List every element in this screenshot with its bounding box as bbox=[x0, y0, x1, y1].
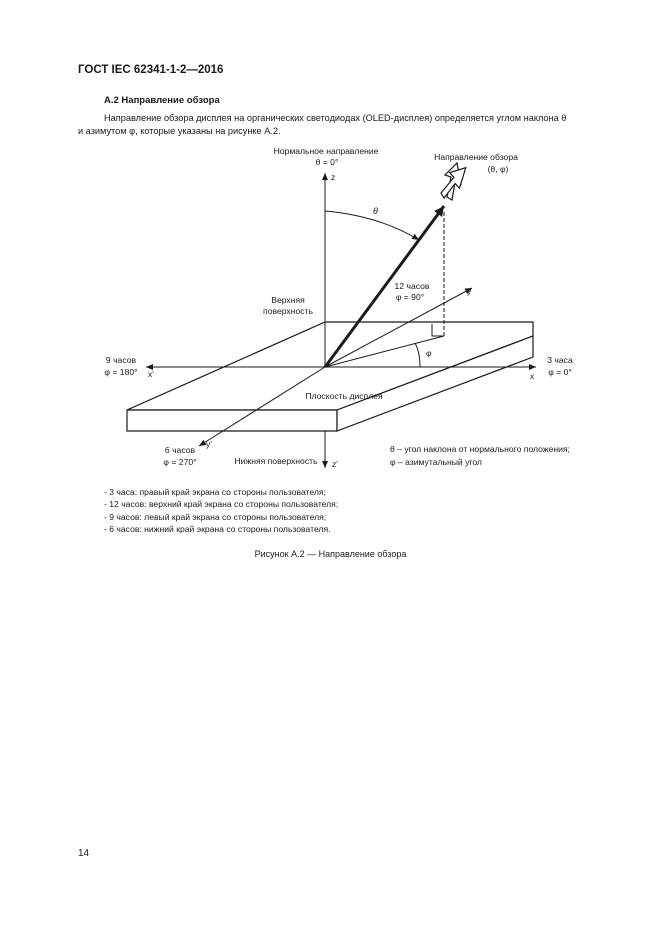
lower-surface-label: Нижняя поверхность bbox=[234, 456, 318, 466]
view-direction-label: Направление обзора bbox=[434, 152, 518, 162]
clock-3-label: 3 часа bbox=[547, 355, 573, 365]
paragraph-line-2: и азимутом φ, которые указаны на рисунке А.2. bbox=[78, 126, 281, 136]
note-item: - 3 часа: правый край экрана со стороны пользователя; bbox=[104, 486, 338, 498]
figure-caption: Рисунок А.2 — Направление обзора bbox=[254, 549, 407, 559]
note-item: - 6 часов: нижний край экрана со стороны пользователя. bbox=[104, 523, 338, 535]
normal-direction-label: Нормальное направление bbox=[273, 146, 379, 156]
clock-6-phi: φ = 270° bbox=[163, 457, 197, 467]
theta-label: θ bbox=[373, 206, 378, 216]
legend-phi: φ – азимутальный угол bbox=[390, 457, 482, 467]
theta-arc bbox=[325, 211, 419, 240]
z-prime-axis-label: z' bbox=[332, 459, 338, 469]
view-direction-coords: (θ, φ) bbox=[487, 164, 509, 174]
display-front-face bbox=[127, 410, 337, 431]
y-axis-label: y bbox=[467, 286, 472, 296]
section-title: А.2 Направление обзора bbox=[104, 95, 220, 106]
phi-label: φ bbox=[426, 348, 432, 358]
legend-theta: θ – угол наклона от нормального положения; bbox=[390, 444, 570, 454]
clock-9-phi: φ = 180° bbox=[104, 367, 138, 377]
page-number: 14 bbox=[78, 848, 90, 859]
normal-theta-label: θ = 0° bbox=[315, 157, 339, 167]
figure-notes bbox=[104, 486, 338, 536]
x-axis-label: x bbox=[530, 371, 535, 381]
upper-surface-label-1: Верхняя bbox=[271, 295, 305, 305]
clock-6-label: 6 часов bbox=[164, 445, 196, 455]
y-prime-axis-label: y' bbox=[206, 439, 212, 449]
display-plane-label: Плоскость дисплея bbox=[305, 391, 383, 401]
note-item: - 12 часов: верхний край экрана со стороны пользователя; bbox=[104, 498, 338, 510]
x-prime-axis-label: x' bbox=[148, 369, 154, 379]
document-header: ГОСТ IEC 62341-1-2—2016 bbox=[78, 64, 224, 76]
clock-9-label: 9 часов bbox=[105, 355, 137, 365]
clock-12-label: 12 часов bbox=[394, 281, 430, 291]
paragraph-line-1: Направление обзора дисплея на органических светодиодах (OLED-дисплея) определяется углом наклона θ bbox=[104, 113, 567, 123]
note-item: - 9 часов: левый край экрана со стороны пользователя; bbox=[104, 511, 338, 523]
clock-12-phi: φ = 90° bbox=[395, 292, 425, 302]
upper-surface-label-2: поверхность bbox=[263, 306, 313, 316]
clock-3-phi: φ = 0° bbox=[548, 367, 572, 377]
z-axis-label: z bbox=[331, 172, 336, 182]
